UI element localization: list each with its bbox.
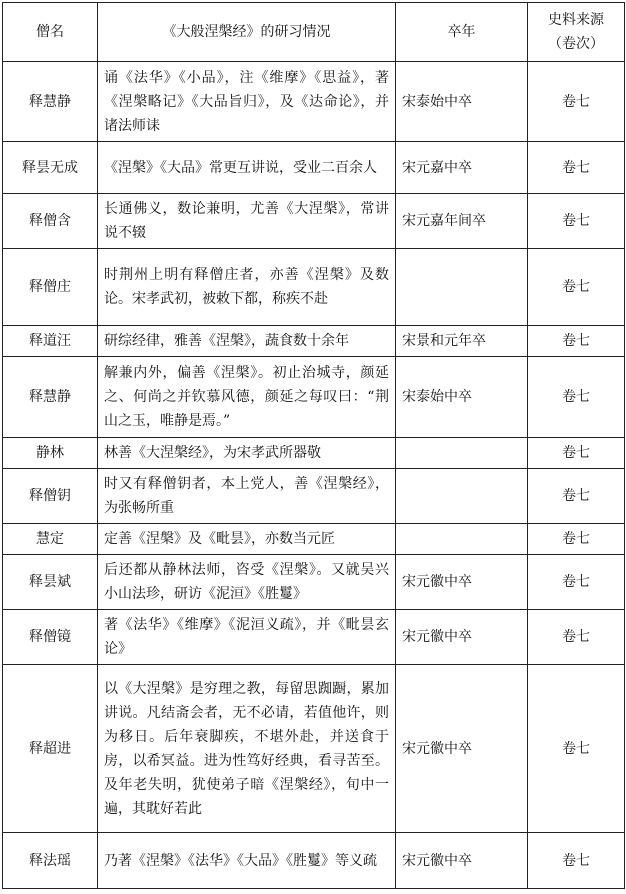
monk-name-cell: 释昙无成 <box>3 142 98 194</box>
monk-name-cell: 释僧镜 <box>3 610 98 665</box>
study-description-cell: 以《大涅槃》是穷理之教，每留思踟蹰，累加讲说。凡结斋会者，无不必请，若值他许，则为移日。后年衰脚疾，不堪外赴，并送食于房，以希冥益。进为性笃好经典，看寻苦至。及年老失明，犹使弟子暗《涅槃经》，旬中一遍，其耽好若此 <box>98 665 396 833</box>
death-year-cell: 宋元嘉中卒 <box>396 142 528 194</box>
study-description-cell: 诵《法华》《小品》，注《维摩》《思益》，著《涅槃略记》《大品旨归》，及《达命论》，并诸法师诔 <box>98 62 396 142</box>
study-description-cell: 著《法华》《维摩》《泥洹义疏》，并《毗昙玄论》 <box>98 610 396 665</box>
header-row <box>3 3 625 62</box>
death-year-cell: 宋泰始中卒 <box>396 357 528 438</box>
table-row <box>3 833 625 889</box>
table-row <box>3 555 625 610</box>
study-description-cell: 研综经律，雅善《涅槃》，蔬食数十余年 <box>98 326 396 357</box>
monk-name-cell: 释僧钥 <box>3 469 98 524</box>
table-row <box>3 194 625 249</box>
death-year-cell: 宋元徽中卒 <box>396 610 528 665</box>
source-volume-cell: 卷七 <box>528 438 625 469</box>
header-study-status: 《大般涅槃经》的研习情况 <box>98 3 396 62</box>
study-description-cell: 后还都从静林法师，咨受《涅槃》。又就吴兴小山法珍，研访《泥洹》《胜鬘》 <box>98 555 396 610</box>
death-year-cell: 宋景和元年卒 <box>396 326 528 357</box>
header-source: 史料来源 （卷次） <box>528 3 625 62</box>
table-row <box>3 249 625 326</box>
header-death-year: 卒年 <box>396 3 528 62</box>
study-description-cell: 定善《涅槃》及《毗昙》，亦数当元匠 <box>98 524 396 555</box>
table-row <box>3 62 625 142</box>
study-description-cell: 《涅槃》《大品》常更互讲说，受业二百余人 <box>98 142 396 194</box>
study-description-cell: 林善《大涅槃经》，为宋孝武所器敬 <box>98 438 396 469</box>
header-monk-name: 僧名 <box>3 3 98 62</box>
death-year-cell: 宋元徽中卒 <box>396 833 528 889</box>
monk-name-cell: 释僧含 <box>3 194 98 249</box>
monk-name-cell: 释超进 <box>3 665 98 833</box>
death-year-cell <box>396 469 528 524</box>
table-row <box>3 142 625 194</box>
source-volume-cell: 卷七 <box>528 62 625 142</box>
death-year-cell: 宋元徽中卒 <box>396 555 528 610</box>
source-volume-cell: 卷七 <box>528 555 625 610</box>
monk-name-cell: 静林 <box>3 438 98 469</box>
study-description-cell: 解兼内外，偏善《涅槃》。初止治城寺，颜延之、何尚之并钦慕风德，颜延之每叹曰：“荆山之玉，唯静是焉。” <box>98 357 396 438</box>
monk-name-cell: 释法瑶 <box>3 833 98 889</box>
source-volume-cell: 卷七 <box>528 665 625 833</box>
monk-name-cell: 释道汪 <box>3 326 98 357</box>
source-volume-cell: 卷七 <box>528 194 625 249</box>
source-volume-cell: 卷七 <box>528 142 625 194</box>
study-description-cell: 时又有释僧钥者，本上党人，善《涅槃经》，为张畅所重 <box>98 469 396 524</box>
death-year-cell: 宋元徽中卒 <box>396 665 528 833</box>
monk-name-cell: 慧定 <box>3 524 98 555</box>
table-row <box>3 357 625 438</box>
source-volume-cell: 卷七 <box>528 357 625 438</box>
death-year-cell: 宋元嘉年间卒 <box>396 194 528 249</box>
monk-name-cell: 释昙斌 <box>3 555 98 610</box>
source-volume-cell: 卷七 <box>528 249 625 326</box>
source-volume-cell: 卷七 <box>528 833 625 889</box>
monk-name-cell: 释慧静 <box>3 357 98 438</box>
monk-study-table <box>2 2 625 889</box>
source-volume-cell: 卷七 <box>528 610 625 665</box>
table-row <box>3 438 625 469</box>
table-row <box>3 610 625 665</box>
table-header <box>3 3 625 62</box>
source-volume-cell: 卷七 <box>528 524 625 555</box>
study-description-cell: 长通佛义，数论兼明，尤善《大涅槃》，常讲说不辍 <box>98 194 396 249</box>
source-volume-cell: 卷七 <box>528 469 625 524</box>
table-body <box>3 62 625 889</box>
table-row <box>3 326 625 357</box>
death-year-cell: 宋泰始中卒 <box>396 62 528 142</box>
study-description-cell: 时荆州上明有释僧庄者，亦善《涅槃》及数论。宋孝武初，被敕下都，称疾不赴 <box>98 249 396 326</box>
death-year-cell <box>396 249 528 326</box>
study-description-cell: 乃著《涅槃》《法华》《大品》《胜鬘》等义疏 <box>98 833 396 889</box>
source-volume-cell: 卷七 <box>528 326 625 357</box>
table-row <box>3 524 625 555</box>
table-row <box>3 469 625 524</box>
monk-name-cell: 释僧庄 <box>3 249 98 326</box>
death-year-cell <box>396 438 528 469</box>
table-row <box>3 665 625 833</box>
monk-name-cell: 释慧静 <box>3 62 98 142</box>
death-year-cell <box>396 524 528 555</box>
